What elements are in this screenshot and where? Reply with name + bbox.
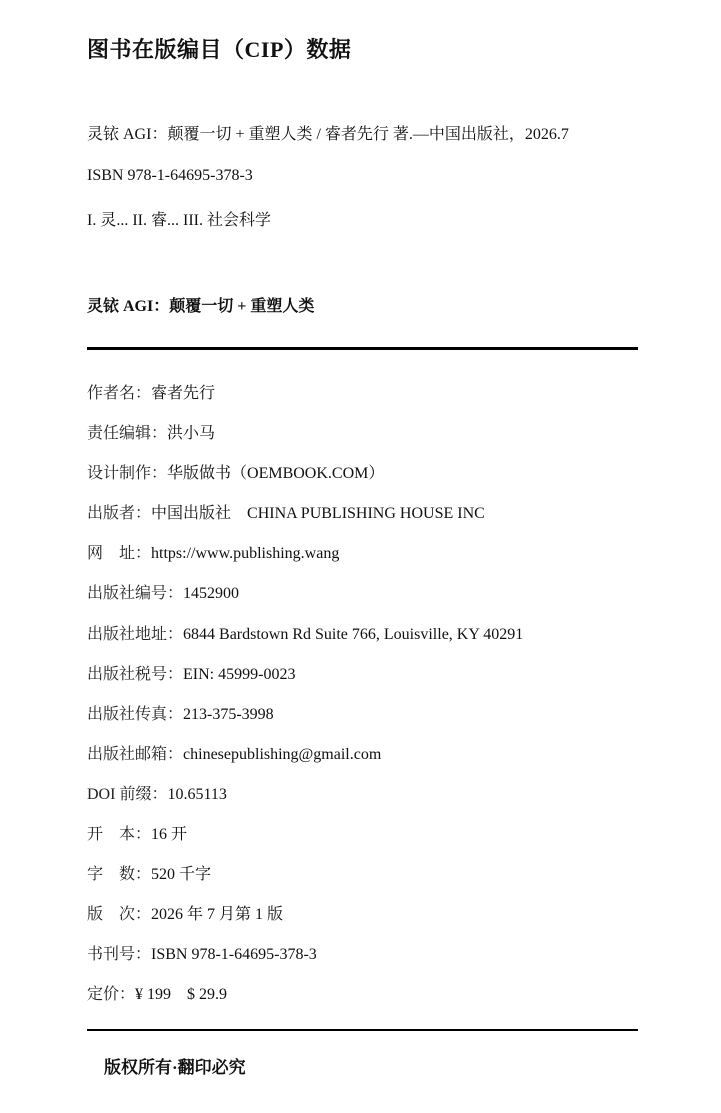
detail-row-publisher-number [87,580,239,603]
detail-row-editor [87,420,215,443]
detail-value: 华版做书（OEMBOOK.COM） [167,465,385,482]
detail-row-tax-id [87,661,295,684]
detail-value: 213-375-3998 [183,706,274,723]
detail-row-design [87,460,384,483]
detail-value: 睿者先行 [151,385,216,402]
detail-row-doi [87,781,227,804]
detail-label: 定价： [87,986,136,1003]
detail-label: 设计制作： [87,465,168,482]
cip-classification: I. 灵... II. 睿... III. 社会科学 [87,212,271,229]
cip-record-line: 灵铱 AGI：颠覆一切 + 重塑人类 / 睿者先行 著.—中国出版社，2026.7 [87,126,569,143]
detail-value: chinesepublishing@gmail.com [183,746,382,763]
detail-row-author [87,380,215,403]
detail-label: 出版社税号： [87,666,184,683]
detail-value: 1452900 [183,585,240,602]
detail-row-email [87,741,381,764]
detail-value: 10.65113 [167,786,227,803]
detail-label: 责任编辑： [87,425,168,442]
detail-value: ¥ 199 $ 29.9 [135,986,228,1003]
detail-label: 出版社传真： [87,706,184,723]
detail-row-price [87,981,227,1004]
detail-value: 洪小马 [167,425,216,442]
detail-value: 2026 年 7 月第 1 版 [151,906,284,923]
detail-label: 网 址： [87,545,152,562]
detail-row-book-number [87,941,317,964]
detail-row-fax [87,701,274,724]
detail-row-address [87,621,523,644]
book-title: 灵铱 AGI：颠覆一切 + 重塑人类 [87,298,315,315]
cip-isbn: ISBN 978-1-64695-378-3 [87,167,253,184]
detail-label: 开 本： [87,826,152,843]
detail-row-website [87,540,339,563]
detail-row-word-count [87,861,211,884]
detail-value: 520 千字 [151,866,212,883]
detail-value: 6844 Bardstown Rd Suite 766, Louisville, KY 40291 [183,626,524,643]
detail-row-publisher [87,500,485,523]
detail-label: 版 次： [87,906,152,923]
detail-value: https://www.publishing.wang [151,545,340,562]
detail-value: 中国出版社 CHINA PUBLISHING HOUSE INC [151,505,485,522]
detail-row-edition [87,901,283,924]
thick-divider [87,347,638,350]
detail-value: 16 开 [151,826,188,843]
detail-value: ISBN 978-1-64695-378-3 [151,946,317,963]
detail-label: 出版者： [87,505,152,522]
detail-label: DOI 前缀： [87,786,168,803]
detail-label: 出版社邮箱： [87,746,184,763]
detail-label: 书刊号： [87,946,152,963]
detail-label: 出版社编号： [87,585,184,602]
detail-label: 字 数： [87,866,152,883]
page-heading: 图书在版编目（CIP）数据 [87,37,352,62]
detail-value: EIN: 45999-0023 [183,666,296,683]
detail-row-format [87,821,187,844]
thin-divider [87,1029,638,1031]
detail-label: 出版社地址： [87,626,184,643]
copyright-notice: 版权所有·翻印必究 [104,1058,246,1077]
detail-label: 作者名： [87,385,152,402]
